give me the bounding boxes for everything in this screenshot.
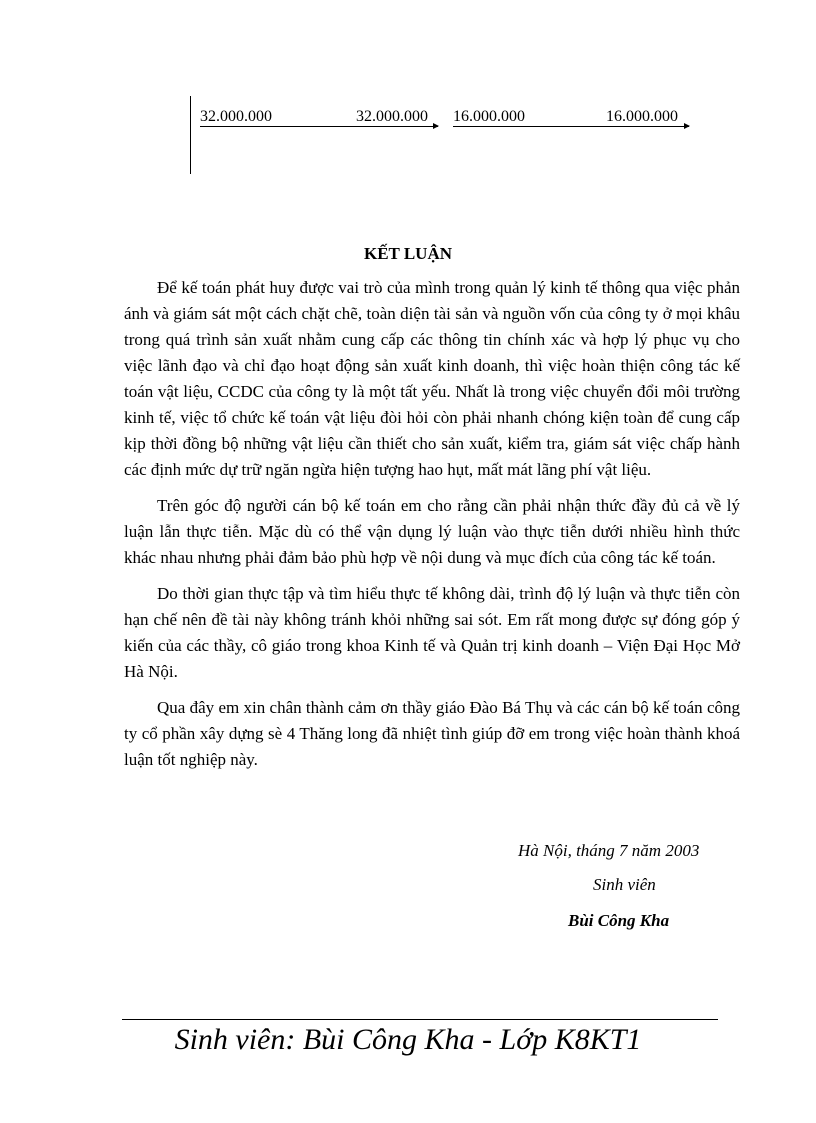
ledger-account-line — [190, 96, 191, 174]
signature-name: Bùi Công Kha — [568, 911, 670, 930]
signature-role: Sinh viên — [593, 875, 656, 894]
page-footer: Sinh viên: Bùi Công Kha - Lớp K8KT1 — [174, 1023, 642, 1056]
paragraph: Qua đây em xin chân thành cảm ơn thầy giáo Đào Bá Thụ và các cán bộ kế toán công ty cổ phần xây dựng sè 4 Thăng long đã nhiệt tình giúp đỡ em trong việc hoàn thành khoá luận tốt nghiệp này. — [124, 698, 740, 769]
ledger-amount-3: 16.000.000 — [453, 108, 525, 125]
ledger-amount-2: 32.000.000 — [356, 108, 428, 125]
ledger-amount-4: 16.000.000 — [606, 108, 678, 125]
signature-date: Hà Nội, tháng 7 năm 2003 — [518, 841, 700, 860]
paragraph: Do thời gian thực tập và tìm hiểu thực tế không dài, trình độ lý luận và thực tiễn còn hạn chế nên đề tài này không tránh khỏi những sai sót. Em rất mong được sự đóng góp ý kiến của các thầy, cô giáo trong khoa Kinh tế và Quản trị kinh doanh – Viện Đại Học Mở Hà Nội. — [124, 584, 740, 681]
ledger-amount-1: 32.000.000 — [200, 108, 272, 125]
paragraph: Trên góc độ người cán bộ kế toán em cho rằng cần phải nhận thức đầy đủ cả về lý luận lẫn thực tiễn. Mặc dù có thể vận dụng lý luận vào thực tiễn dưới nhiều hình thức khác nhau nhưng phải đảm bảo phù hợp về nội dung và mục đích của công tác kế toán. — [124, 496, 740, 567]
ledger-diagram — [0, 0, 816, 200]
paragraph: Để kế toán phát huy được vai trò của mình trong quản lý kinh tế thông qua việc phản ánh và giám sát một cách chặt chẽ, toàn diện tài sản và nguồn vốn của công ty ở mọi khâu trong quá trình sản xuất nhằm cung cấp các thông tin chính xác và hợp lý phục vụ cho việc lãnh đạo và chỉ đạo hoạt động sản xuất kinh doanh, thì việc hoàn thiện công tác kế toán vật liệu, CCDC của công ty là một tất yếu. Nhất là trong việc chuyển đổi môi trường kinh tế, việc tổ chức kế toán vật liệu đòi hỏi còn phải nhanh chóng kiện toàn để cung cấp kịp thời đồng bộ những vật liệu cần thiết cho sản xuất, kiểm tra, giám sát việc chấp hành các định mức dự trữ ngăn ngừa hiện tượng hao hụt, mất mát lãng phí vật liệu. — [124, 278, 740, 479]
body-text — [124, 275, 740, 783]
section-title: KẾT LUẬN — [363, 244, 452, 263]
